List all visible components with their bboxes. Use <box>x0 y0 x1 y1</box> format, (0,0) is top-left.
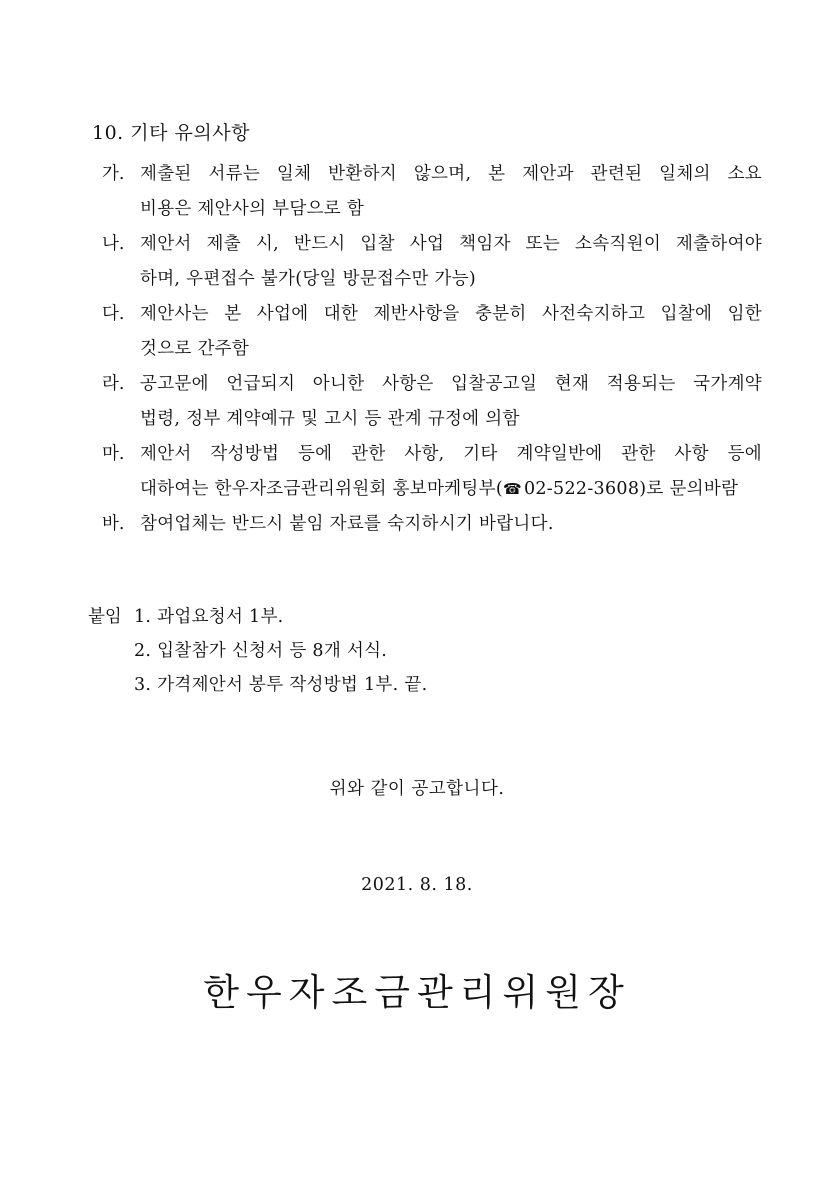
item-body <box>140 367 762 437</box>
item-line: 공고문에 언급되지 아니한 사항은 입찰공고일 현재 적용되는 국가계약 <box>140 374 762 394</box>
contact-prefix: 대하여는 한우자조금관리위원회 홍보마케팅부( <box>140 479 503 499</box>
section-title: 10. 기타 유의사항 <box>92 122 250 144</box>
item-line: 제안서 제출 시, 반드시 입찰 사업 책임자 또는 소속직원이 제출하여야 <box>140 234 762 254</box>
attachment-entry: 3. 가격제안서 봉투 작성방법 1부. 끝. <box>134 675 428 695</box>
attachment-entry: 2. 입찰참가 신청서 등 8개 서식. <box>134 641 388 661</box>
signatory-title: 한우자조금관리위원장 <box>203 971 631 1014</box>
item-line: 제안서 작성방법 등에 관한 사항, 기타 계약일반에 관한 사항 등에 <box>140 444 762 464</box>
notice-item <box>102 157 762 227</box>
item-body <box>140 227 762 297</box>
announcement-text: 위와 같이 공고합니다. <box>329 779 505 799</box>
item-body <box>140 507 762 542</box>
item-line: 제출된 서류는 일체 반환하지 않으며, 본 제안과 관련된 일체의 소요 <box>140 164 762 184</box>
notice-item <box>102 437 762 507</box>
telephone-icon: ☎ <box>502 480 522 498</box>
notice-item <box>102 367 762 437</box>
notice-item <box>102 507 762 542</box>
item-line: 제안사는 본 사업에 대한 제반사항을 충분히 사전숙지하고 입찰에 임한 <box>140 304 762 324</box>
item-body <box>140 297 762 367</box>
item-body <box>140 157 762 227</box>
item-marker: 마. <box>102 444 125 464</box>
item-line: 것으로 간주함 <box>140 339 250 359</box>
notice-item <box>102 297 762 367</box>
item-marker: 가. <box>102 164 125 184</box>
item-line: 하며, 우편접수 불가(당일 방문접수만 가능) <box>140 269 477 289</box>
item-marker: 다. <box>102 304 125 324</box>
item-marker: 바. <box>102 514 125 534</box>
contact-suffix: )로 문의바람 <box>639 479 739 499</box>
item-line: 비용은 제안사의 부담으로 함 <box>140 199 365 219</box>
item-body <box>140 437 762 507</box>
announcement-date: 2021. 8. 18. <box>361 875 473 895</box>
item-marker: 나. <box>102 234 125 254</box>
contact-phone: 02-522-3608 <box>523 479 640 499</box>
notice-item <box>102 227 762 297</box>
attachment-entry: 1. 과업요청서 1부. <box>134 607 284 627</box>
item-line: 참여업체는 반드시 붙임 자료를 숙지하시기 바랍니다. <box>140 514 554 534</box>
item-marker: 라. <box>102 374 125 394</box>
item-line: 법령, 정부 계약예규 및 고시 등 관계 규정에 의함 <box>140 409 520 429</box>
attachments-label: 붙임 <box>88 607 122 627</box>
contact-line <box>140 472 762 507</box>
